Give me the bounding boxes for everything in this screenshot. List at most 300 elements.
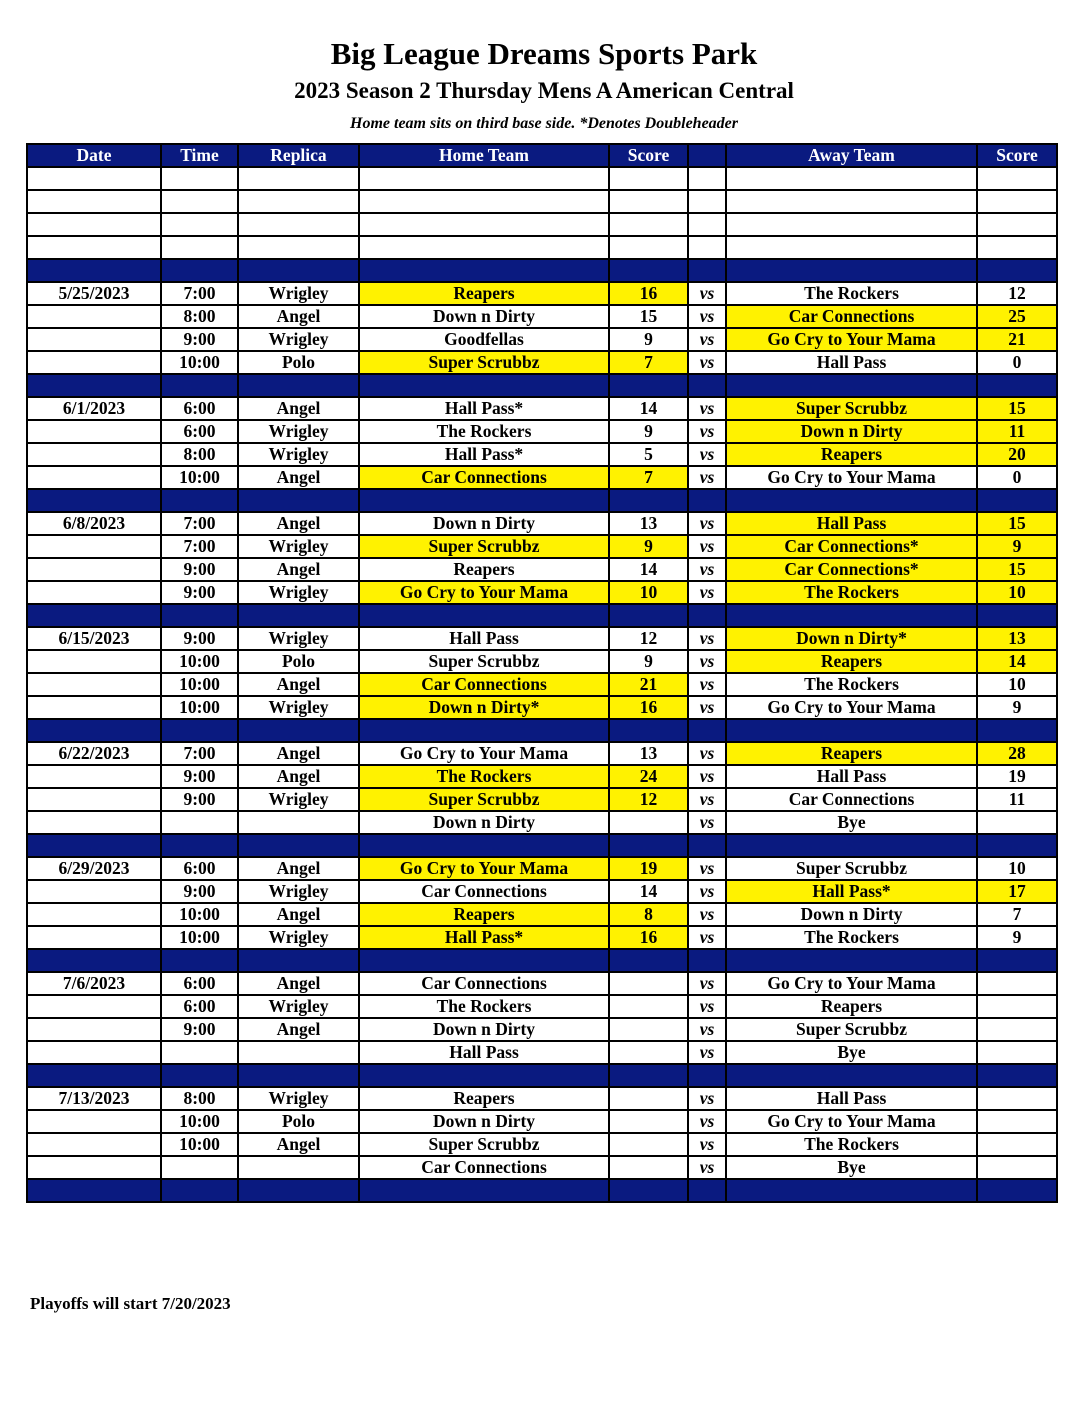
separator-cell <box>238 1064 359 1087</box>
away-team-cell: Super Scrubbz <box>726 857 977 880</box>
separator-cell <box>609 834 688 857</box>
away-score-cell: 10 <box>977 857 1057 880</box>
blank-cell <box>27 167 161 190</box>
home-team-cell: Go Cry to Your Mama <box>359 581 609 604</box>
vs-cell: vs <box>688 880 726 903</box>
separator-cell <box>726 259 977 282</box>
replica-cell: Wrigley <box>238 696 359 719</box>
vs-cell: vs <box>688 512 726 535</box>
separator-cell <box>688 489 726 512</box>
replica-cell: Angel <box>238 673 359 696</box>
time-cell: 6:00 <box>161 972 238 995</box>
separator-cell <box>359 604 609 627</box>
separator-cell <box>609 719 688 742</box>
separator-cell <box>359 259 609 282</box>
away-score-cell: 15 <box>977 558 1057 581</box>
time-cell: 10:00 <box>161 1133 238 1156</box>
vs-cell: vs <box>688 903 726 926</box>
home-team-cell: Super Scrubbz <box>359 1133 609 1156</box>
date-cell <box>27 328 161 351</box>
separator-cell <box>609 259 688 282</box>
separator-cell <box>726 374 977 397</box>
away-score-cell <box>977 1133 1057 1156</box>
replica-cell: Angel <box>238 466 359 489</box>
blank-row <box>27 236 1057 259</box>
blank-cell <box>726 167 977 190</box>
away-score-cell: 9 <box>977 696 1057 719</box>
blank-cell <box>238 213 359 236</box>
away-team-cell: Reapers <box>726 742 977 765</box>
table-row <box>27 650 1057 673</box>
home-score-cell <box>609 1041 688 1064</box>
replica-cell: Wrigley <box>238 995 359 1018</box>
home-team-cell: Reapers <box>359 903 609 926</box>
vs-cell: vs <box>688 926 726 949</box>
home-score-cell: 14 <box>609 880 688 903</box>
table-row <box>27 972 1057 995</box>
home-score-cell <box>609 995 688 1018</box>
separator-cell <box>27 489 161 512</box>
away-score-cell <box>977 1087 1057 1110</box>
vs-cell: vs <box>688 305 726 328</box>
vs-cell: vs <box>688 558 726 581</box>
separator-cell <box>359 1064 609 1087</box>
separator-cell <box>977 259 1057 282</box>
home-score-cell: 14 <box>609 397 688 420</box>
col-header-time: Time <box>161 144 238 167</box>
table-row <box>27 581 1057 604</box>
table-row <box>27 512 1057 535</box>
away-score-cell: 9 <box>977 926 1057 949</box>
time-cell: 8:00 <box>161 1087 238 1110</box>
away-score-cell: 15 <box>977 512 1057 535</box>
col-header-home-team: Home Team <box>359 144 609 167</box>
table-row <box>27 1110 1057 1133</box>
blank-cell <box>977 190 1057 213</box>
date-cell <box>27 443 161 466</box>
away-team-cell: Car Connections* <box>726 558 977 581</box>
separator-cell <box>238 1179 359 1202</box>
time-cell: 9:00 <box>161 627 238 650</box>
home-team-cell: Reapers <box>359 1087 609 1110</box>
separator-cell <box>688 1179 726 1202</box>
home-team-cell: Car Connections <box>359 972 609 995</box>
vs-cell: vs <box>688 466 726 489</box>
date-cell <box>27 1156 161 1179</box>
time-cell: 10:00 <box>161 926 238 949</box>
separator-cell <box>238 489 359 512</box>
vs-cell: vs <box>688 995 726 1018</box>
schedule-body <box>27 167 1057 1202</box>
vs-cell: vs <box>688 1018 726 1041</box>
separator-cell <box>238 374 359 397</box>
home-score-cell: 10 <box>609 581 688 604</box>
separator-cell <box>688 719 726 742</box>
blank-cell <box>688 167 726 190</box>
away-score-cell: 21 <box>977 328 1057 351</box>
away-team-cell: Hall Pass <box>726 765 977 788</box>
replica-cell: Wrigley <box>238 926 359 949</box>
separator-row <box>27 834 1057 857</box>
replica-cell: Polo <box>238 351 359 374</box>
away-team-cell: Down n Dirty <box>726 420 977 443</box>
date-cell: 6/15/2023 <box>27 627 161 650</box>
vs-cell: vs <box>688 650 726 673</box>
away-score-cell <box>977 972 1057 995</box>
away-team-cell: Car Connections <box>726 305 977 328</box>
date-cell <box>27 696 161 719</box>
table-row <box>27 305 1057 328</box>
separator-cell <box>609 489 688 512</box>
away-score-cell <box>977 1110 1057 1133</box>
away-team-cell: Go Cry to Your Mama <box>726 972 977 995</box>
home-score-cell: 19 <box>609 857 688 880</box>
separator-cell <box>688 374 726 397</box>
away-team-cell: The Rockers <box>726 282 977 305</box>
separator-cell <box>609 949 688 972</box>
separator-cell <box>977 719 1057 742</box>
date-cell <box>27 926 161 949</box>
separator-cell <box>688 259 726 282</box>
blank-cell <box>609 167 688 190</box>
time-cell: 9:00 <box>161 328 238 351</box>
table-row <box>27 742 1057 765</box>
replica-cell: Angel <box>238 742 359 765</box>
separator-cell <box>161 1179 238 1202</box>
blank-row <box>27 213 1057 236</box>
away-team-cell: Hall Pass* <box>726 880 977 903</box>
home-score-cell: 12 <box>609 788 688 811</box>
blank-cell <box>359 236 609 259</box>
away-team-cell: Down n Dirty <box>726 903 977 926</box>
home-score-cell: 8 <box>609 903 688 926</box>
home-team-cell: Go Cry to Your Mama <box>359 742 609 765</box>
time-cell: 10:00 <box>161 696 238 719</box>
separator-row <box>27 1179 1057 1202</box>
replica-cell: Wrigley <box>238 880 359 903</box>
separator-cell <box>726 1179 977 1202</box>
home-team-cell: Down n Dirty <box>359 1018 609 1041</box>
away-score-cell: 25 <box>977 305 1057 328</box>
time-cell: 9:00 <box>161 1018 238 1041</box>
home-team-cell: Down n Dirty <box>359 811 609 834</box>
home-score-cell: 9 <box>609 650 688 673</box>
home-team-cell: Hall Pass <box>359 627 609 650</box>
date-cell <box>27 811 161 834</box>
time-cell <box>161 811 238 834</box>
table-row <box>27 1018 1057 1041</box>
time-cell: 8:00 <box>161 443 238 466</box>
replica-cell: Angel <box>238 857 359 880</box>
table-row <box>27 696 1057 719</box>
replica-cell: Wrigley <box>238 535 359 558</box>
time-cell: 7:00 <box>161 282 238 305</box>
date-cell <box>27 535 161 558</box>
replica-cell: Angel <box>238 903 359 926</box>
away-team-cell: Hall Pass <box>726 1087 977 1110</box>
separator-cell <box>688 604 726 627</box>
separator-cell <box>238 834 359 857</box>
blank-cell <box>359 213 609 236</box>
table-row <box>27 351 1057 374</box>
table-header-row <box>27 144 1057 167</box>
vs-cell: vs <box>688 535 726 558</box>
vs-cell: vs <box>688 811 726 834</box>
blank-cell <box>27 190 161 213</box>
vs-cell: vs <box>688 1041 726 1064</box>
separator-cell <box>161 604 238 627</box>
table-row <box>27 788 1057 811</box>
away-score-cell: 9 <box>977 535 1057 558</box>
blank-cell <box>688 236 726 259</box>
replica-cell: Wrigley <box>238 420 359 443</box>
col-header-vs <box>688 144 726 167</box>
separator-cell <box>359 719 609 742</box>
date-cell <box>27 351 161 374</box>
home-score-cell <box>609 1018 688 1041</box>
time-cell: 9:00 <box>161 880 238 903</box>
replica-cell: Wrigley <box>238 328 359 351</box>
separator-row <box>27 719 1057 742</box>
home-team-cell: Super Scrubbz <box>359 351 609 374</box>
vs-cell: vs <box>688 351 726 374</box>
home-team-cell: Reapers <box>359 558 609 581</box>
replica-cell: Wrigley <box>238 627 359 650</box>
home-team-cell: The Rockers <box>359 995 609 1018</box>
away-team-cell: Bye <box>726 1041 977 1064</box>
home-score-cell: 15 <box>609 305 688 328</box>
date-cell <box>27 995 161 1018</box>
home-score-cell: 5 <box>609 443 688 466</box>
page-title: Big League Dreams Sports Park <box>330 36 758 71</box>
separator-row <box>27 259 1057 282</box>
table-row <box>27 397 1057 420</box>
away-score-cell <box>977 1041 1057 1064</box>
away-team-cell: Reapers <box>726 650 977 673</box>
time-cell <box>161 1041 238 1064</box>
separator-cell <box>977 949 1057 972</box>
away-score-cell <box>977 995 1057 1018</box>
page-subtitle: 2023 Season 2 Thursday Mens A American Central <box>294 78 794 103</box>
col-header-replica: Replica <box>238 144 359 167</box>
away-score-cell: 0 <box>977 351 1057 374</box>
separator-cell <box>977 834 1057 857</box>
home-team-cell: Hall Pass* <box>359 926 609 949</box>
date-cell <box>27 558 161 581</box>
separator-cell <box>359 489 609 512</box>
table-row <box>27 282 1057 305</box>
home-score-cell: 13 <box>609 512 688 535</box>
blank-cell <box>238 190 359 213</box>
away-score-cell: 10 <box>977 673 1057 696</box>
away-score-cell: 13 <box>977 627 1057 650</box>
separator-cell <box>27 604 161 627</box>
table-row <box>27 535 1057 558</box>
separator-cell <box>359 374 609 397</box>
away-score-cell: 15 <box>977 397 1057 420</box>
away-team-cell: Go Cry to Your Mama <box>726 466 977 489</box>
blank-cell <box>977 213 1057 236</box>
away-score-cell: 28 <box>977 742 1057 765</box>
home-team-cell: Hall Pass* <box>359 397 609 420</box>
away-team-cell: Go Cry to Your Mama <box>726 1110 977 1133</box>
home-score-cell: 9 <box>609 420 688 443</box>
replica-cell: Angel <box>238 1018 359 1041</box>
replica-cell: Wrigley <box>238 581 359 604</box>
away-team-cell: Hall Pass <box>726 351 977 374</box>
separator-cell <box>27 1179 161 1202</box>
time-cell: 10:00 <box>161 650 238 673</box>
away-score-cell: 10 <box>977 581 1057 604</box>
vs-cell: vs <box>688 1156 726 1179</box>
vs-cell: vs <box>688 972 726 995</box>
home-score-cell: 9 <box>609 535 688 558</box>
vs-cell: vs <box>688 696 726 719</box>
col-header-away-score: Score <box>977 144 1057 167</box>
separator-cell <box>161 259 238 282</box>
home-score-cell: 24 <box>609 765 688 788</box>
home-score-cell: 16 <box>609 926 688 949</box>
replica-cell <box>238 811 359 834</box>
replica-cell: Wrigley <box>238 1087 359 1110</box>
vs-cell: vs <box>688 282 726 305</box>
away-score-cell <box>977 1156 1057 1179</box>
table-row <box>27 466 1057 489</box>
home-score-cell <box>609 972 688 995</box>
away-score-cell: 7 <box>977 903 1057 926</box>
home-team-cell: Reapers <box>359 282 609 305</box>
away-score-cell: 17 <box>977 880 1057 903</box>
table-row <box>27 880 1057 903</box>
vs-cell: vs <box>688 1133 726 1156</box>
away-team-cell: Reapers <box>726 443 977 466</box>
separator-cell <box>161 719 238 742</box>
date-cell: 6/8/2023 <box>27 512 161 535</box>
away-team-cell: Car Connections* <box>726 535 977 558</box>
blank-cell <box>609 190 688 213</box>
blank-cell <box>359 167 609 190</box>
date-cell: 6/1/2023 <box>27 397 161 420</box>
date-cell <box>27 903 161 926</box>
separator-cell <box>726 489 977 512</box>
away-team-cell: Super Scrubbz <box>726 1018 977 1041</box>
home-score-cell <box>609 1110 688 1133</box>
table-row <box>27 1087 1057 1110</box>
replica-cell: Angel <box>238 397 359 420</box>
separator-cell <box>238 259 359 282</box>
vs-cell: vs <box>688 420 726 443</box>
vs-cell: vs <box>688 673 726 696</box>
separator-cell <box>27 374 161 397</box>
time-cell: 6:00 <box>161 995 238 1018</box>
date-cell <box>27 1133 161 1156</box>
separator-cell <box>688 1064 726 1087</box>
date-cell: 7/13/2023 <box>27 1087 161 1110</box>
time-cell: 7:00 <box>161 535 238 558</box>
away-team-cell: Reapers <box>726 995 977 1018</box>
away-team-cell: The Rockers <box>726 926 977 949</box>
separator-cell <box>161 1064 238 1087</box>
separator-cell <box>161 834 238 857</box>
home-team-cell: Down n Dirty <box>359 512 609 535</box>
separator-cell <box>238 719 359 742</box>
away-team-cell: Go Cry to Your Mama <box>726 696 977 719</box>
time-cell: 6:00 <box>161 397 238 420</box>
time-cell: 10:00 <box>161 903 238 926</box>
home-team-cell: The Rockers <box>359 420 609 443</box>
table-row <box>27 903 1057 926</box>
blank-row <box>27 190 1057 213</box>
table-row <box>27 328 1057 351</box>
separator-cell <box>609 1064 688 1087</box>
date-cell <box>27 581 161 604</box>
away-team-cell: The Rockers <box>726 1133 977 1156</box>
replica-cell: Wrigley <box>238 443 359 466</box>
blank-cell <box>238 236 359 259</box>
vs-cell: vs <box>688 443 726 466</box>
time-cell: 9:00 <box>161 558 238 581</box>
separator-cell <box>726 719 977 742</box>
table-row <box>27 420 1057 443</box>
date-cell <box>27 305 161 328</box>
home-team-cell: Super Scrubbz <box>359 535 609 558</box>
separator-cell <box>27 949 161 972</box>
date-cell: 6/29/2023 <box>27 857 161 880</box>
away-team-cell: The Rockers <box>726 673 977 696</box>
home-team-cell: Super Scrubbz <box>359 650 609 673</box>
table-row <box>27 995 1057 1018</box>
home-score-cell: 7 <box>609 351 688 374</box>
home-team-cell: Car Connections <box>359 673 609 696</box>
separator-row <box>27 949 1057 972</box>
blank-cell <box>238 167 359 190</box>
separator-cell <box>27 719 161 742</box>
separator-row <box>27 604 1057 627</box>
away-team-cell: Bye <box>726 811 977 834</box>
time-cell: 9:00 <box>161 765 238 788</box>
home-team-cell: Car Connections <box>359 880 609 903</box>
table-row <box>27 811 1057 834</box>
vs-cell: vs <box>688 397 726 420</box>
replica-cell <box>238 1041 359 1064</box>
replica-cell: Angel <box>238 305 359 328</box>
separator-cell <box>609 1179 688 1202</box>
replica-cell: Angel <box>238 512 359 535</box>
blank-cell <box>609 236 688 259</box>
table-row <box>27 627 1057 650</box>
blank-cell <box>161 190 238 213</box>
home-score-cell: 16 <box>609 696 688 719</box>
time-cell <box>161 1156 238 1179</box>
blank-row <box>27 167 1057 190</box>
home-team-cell: Car Connections <box>359 1156 609 1179</box>
blank-cell <box>977 236 1057 259</box>
separator-row <box>27 1064 1057 1087</box>
date-cell <box>27 650 161 673</box>
replica-cell: Angel <box>238 558 359 581</box>
date-cell <box>27 466 161 489</box>
date-cell <box>27 673 161 696</box>
home-team-cell: The Rockers <box>359 765 609 788</box>
date-cell <box>27 880 161 903</box>
blank-cell <box>161 167 238 190</box>
separator-row <box>27 489 1057 512</box>
away-score-cell: 11 <box>977 788 1057 811</box>
separator-cell <box>161 949 238 972</box>
away-score-cell <box>977 811 1057 834</box>
home-score-cell: 12 <box>609 627 688 650</box>
vs-cell: vs <box>688 1110 726 1133</box>
